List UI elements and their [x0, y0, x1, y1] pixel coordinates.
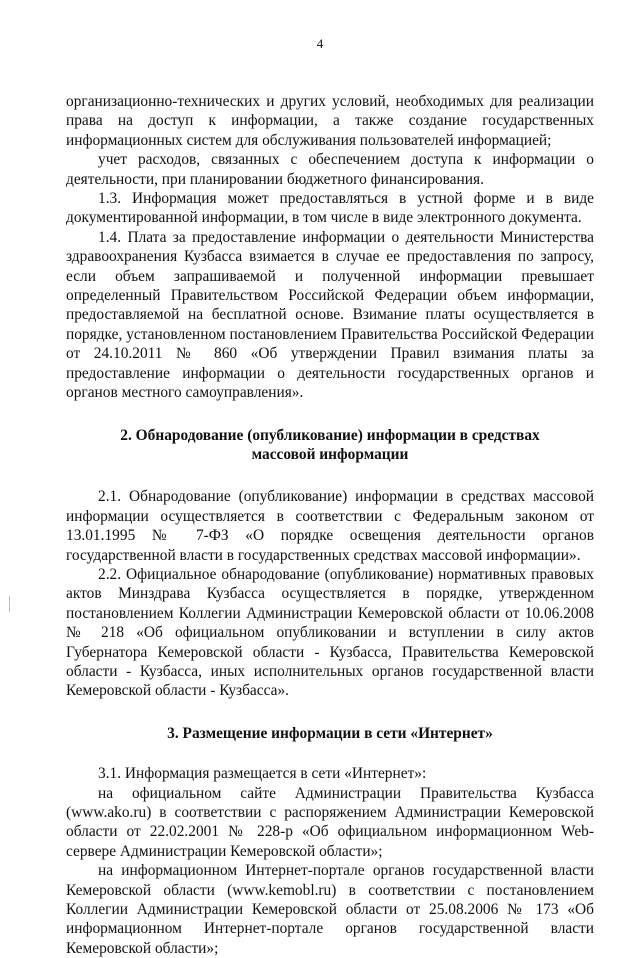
- paragraph: на официальном сайте Администрации Правительства Кузбасса (www.ako.ru) в соответствии с распоряжением Администрации Кемеровской области от 22.02.2001 № 228-р «Об официальном информационном Web-сервере Администрации Кемеровской области»;: [66, 784, 594, 860]
- paragraph: 1.4. Плата за предоставление информации о деятельности Министерства здравоохранения Кузбасса взимается в случае ее предоставления по запросу, если объем запрашиваемой и полученной информации превышает определенный Правительством Российской Федерации объем информации, предоставляемой на бесплатной основе. Взимание платы осуществляется в порядке, установленном постановлением Правительства Российской Федерации от 24.10.2011 № 860 «Об утверждении Правил взимания платы за предоставление информации о деятельности государственных органов и органов местного самоуправления».: [66, 228, 594, 402]
- paragraph: 1.3. Информация может предоставляться в устной форме и в виде документированной информации, в том числе в виде электронного документа.: [66, 190, 594, 227]
- paragraph: на информационном Интернет-портале органов государственной власти Кемеровской области (www.kemobl.ru) в соответствии с постановлением Коллегии Администрации Кемеровской области от 25.08.2006 № 173 «Об информационном Интернет-портале органов государственной власти Кемеровской области»;: [66, 862, 594, 957]
- section-heading-line: массовой информации: [251, 445, 409, 463]
- paragraph: 2.1. Обнародование (опубликование) информации в средствах массовой информации осуществляется в соответствии с Федеральным законом от 13.01.1995 № 7-ФЗ «О порядке освещения деятельности органов государственной власти в государственных средствах массовой информации».: [66, 488, 594, 564]
- section-heading: 3. Размещение информации в сети «Интернет»: [167, 724, 493, 742]
- paragraph: 2.2. Официальное обнародование (опубликование) нормативных правовых актов Минздрава Кузбасса осуществляется в порядке, утвержденном постановлением Коллегии Администрации Кемеровской области от 10.06.2008 № 218 «Об официальном опубликовании и вступлении в силу актов Губернатора Кемеровской области - Кузбасса, Правительства Кемеровской области - Кузбасса, иных исполнительных органов государственной власти Кемеровской области - Кузбасса».: [66, 565, 594, 700]
- section-heading-line: 2. Обнародование (опубликование) информации в средствах: [120, 426, 540, 444]
- paragraph: 3.1. Информация размещается в сети «Интернет»:: [98, 765, 427, 783]
- scan-artifact: [9, 596, 10, 612]
- document-body: [66, 92, 594, 958]
- paragraph: организационно-технических и других условий, необходимых для реализации права на доступ к информации, а также создание государственных информационных систем для обслуживания пользователей информацией;: [66, 93, 594, 149]
- section-heading: [66, 426, 594, 465]
- page-number: 4: [316, 36, 324, 51]
- paragraph: учет расходов, связанных с обеспечением доступа к информации о деятельности, при планировании бюджетного финансирования.: [66, 151, 594, 188]
